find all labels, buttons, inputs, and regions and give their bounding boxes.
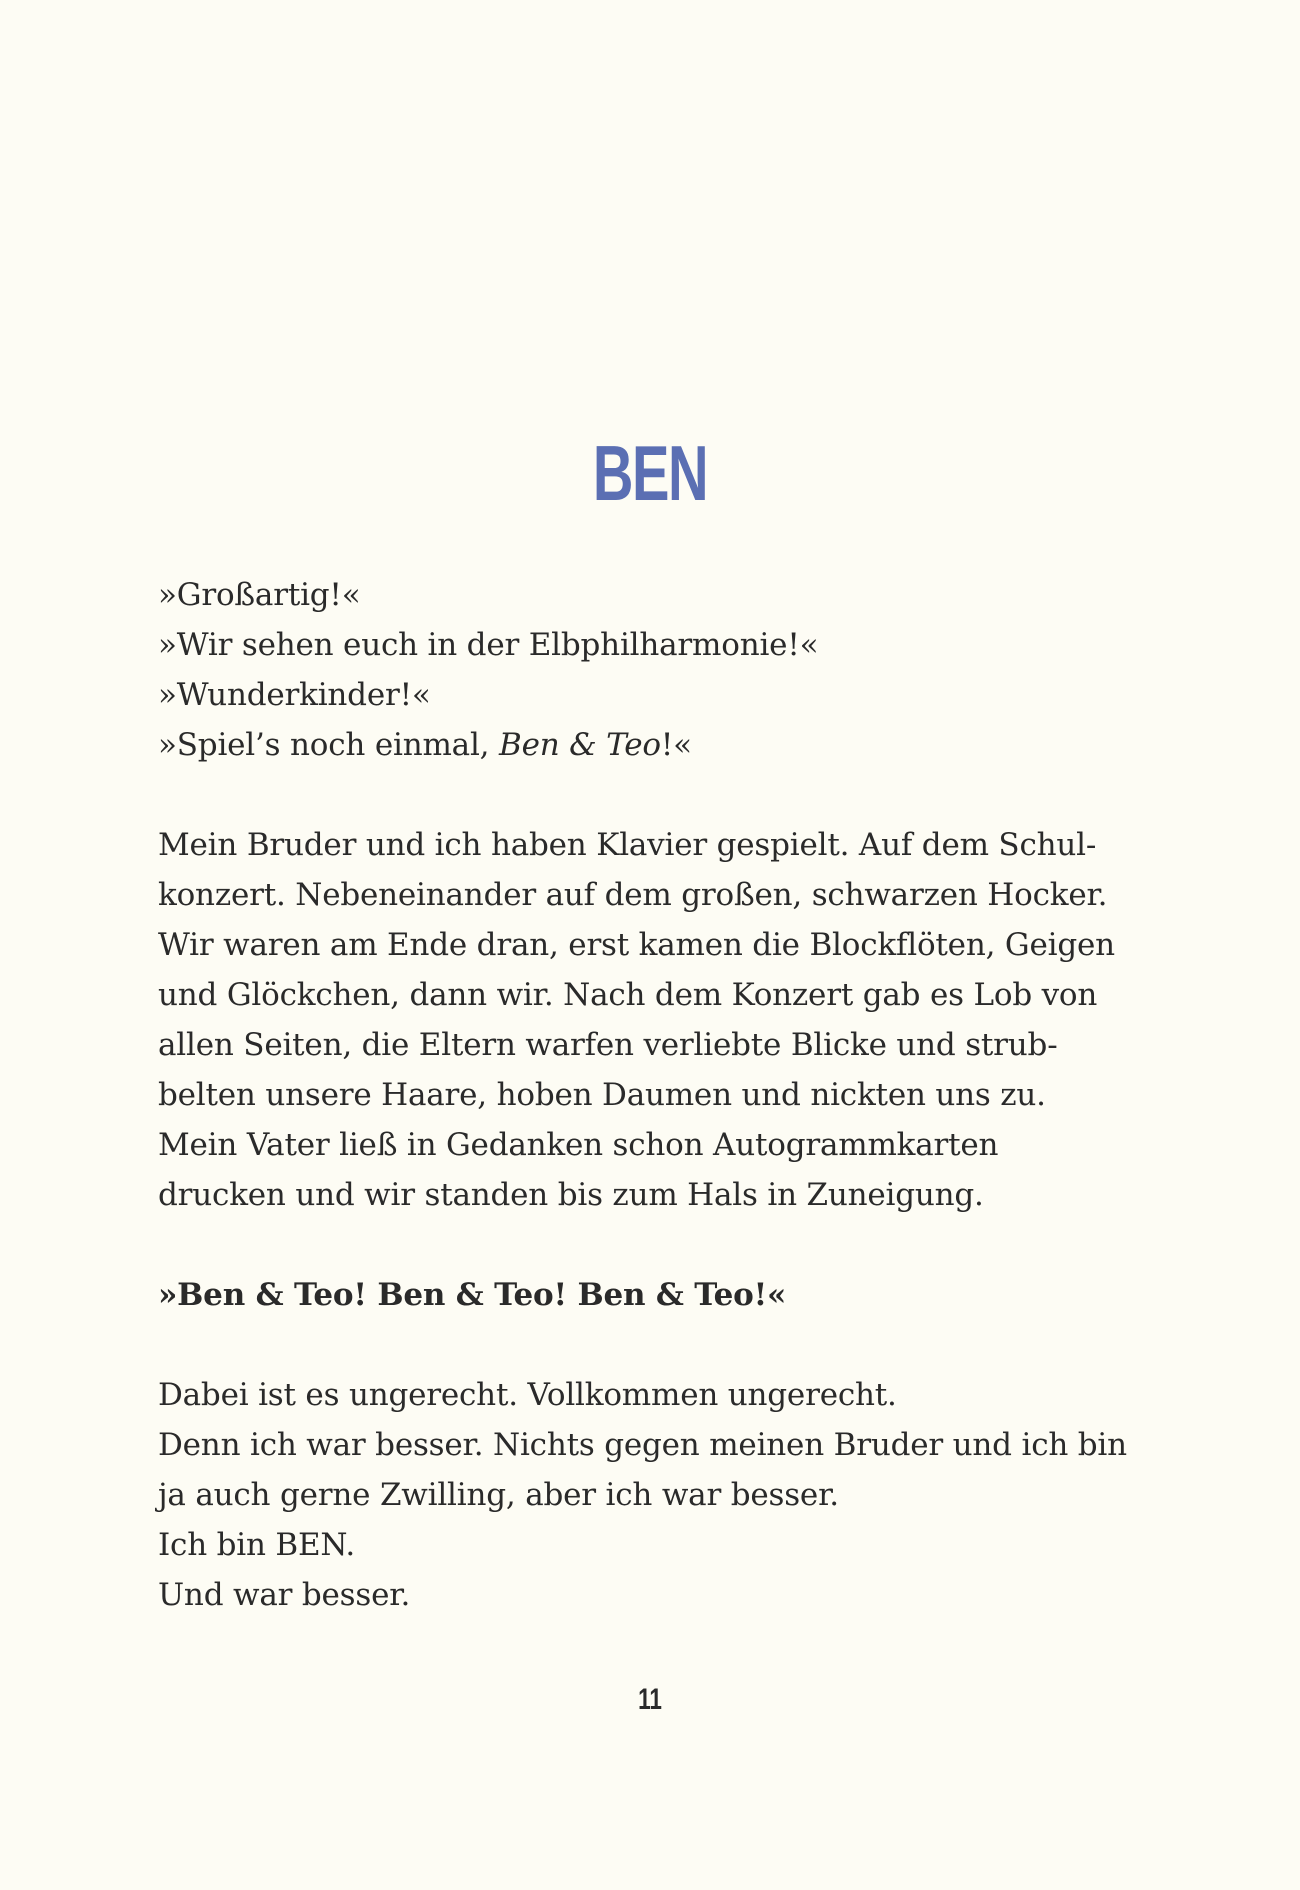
quote-italic-name: Ben & Teo xyxy=(498,727,661,763)
paragraph-line: konzert. Nebeneinander auf dem großen, schwarzen Hocker. xyxy=(158,877,1108,913)
paragraph-line: Dabei ist es ungerecht. Vollkommen ungerecht. xyxy=(158,1377,897,1413)
body-text xyxy=(158,570,1148,1620)
paragraph-line: und Glöckchen, dann wir. Nach dem Konzert gab es Lob von xyxy=(158,977,1098,1013)
paragraph-gap xyxy=(158,1320,1148,1370)
quote-line xyxy=(158,720,1148,770)
paragraph-line: ja auch gerne Zwilling, aber ich war besser. xyxy=(158,1477,839,1513)
chant-line: »Ben & Teo! Ben & Teo! Ben & Teo!« xyxy=(158,1277,787,1313)
paragraph-line: Mein Bruder und ich haben Klavier gespielt. Auf dem Schul- xyxy=(158,827,1097,863)
paragraph-line: Wir waren am Ende dran, erst kamen die Blockflöten, Geigen xyxy=(158,927,1115,963)
paragraph-line: Und war besser. xyxy=(158,1577,411,1613)
page-number: 11 xyxy=(638,1683,662,1716)
paragraph-line: Denn ich war besser. Nichts gegen meinen Bruder und ich bin xyxy=(158,1427,1127,1463)
paragraph-line: Mein Vater ließ in Gedanken schon Autogrammkarten xyxy=(158,1127,999,1163)
paragraph-gap xyxy=(158,770,1148,820)
quote-prefix: »Spiel’s noch einmal, xyxy=(158,727,499,763)
quote-line: »Wir sehen euch in der Elbphilharmonie!« xyxy=(158,627,819,663)
paragraph-line: Ich bin BEN. xyxy=(158,1527,356,1563)
paragraph-line: drucken und wir standen bis zum Hals in Zuneigung. xyxy=(158,1177,984,1213)
paragraph-line: belten unsere Haare, hoben Daumen und nickten uns zu. xyxy=(158,1077,1046,1113)
quote-line: »Großartig!« xyxy=(158,577,361,613)
quote-line: »Wunderkinder!« xyxy=(158,677,431,713)
quote-suffix: !« xyxy=(660,727,692,763)
chapter-title: BEN xyxy=(592,429,708,517)
paragraph-gap xyxy=(158,1220,1148,1270)
paragraph-line: allen Seiten, die Eltern warfen verliebte Blicke und strub- xyxy=(158,1027,1058,1063)
